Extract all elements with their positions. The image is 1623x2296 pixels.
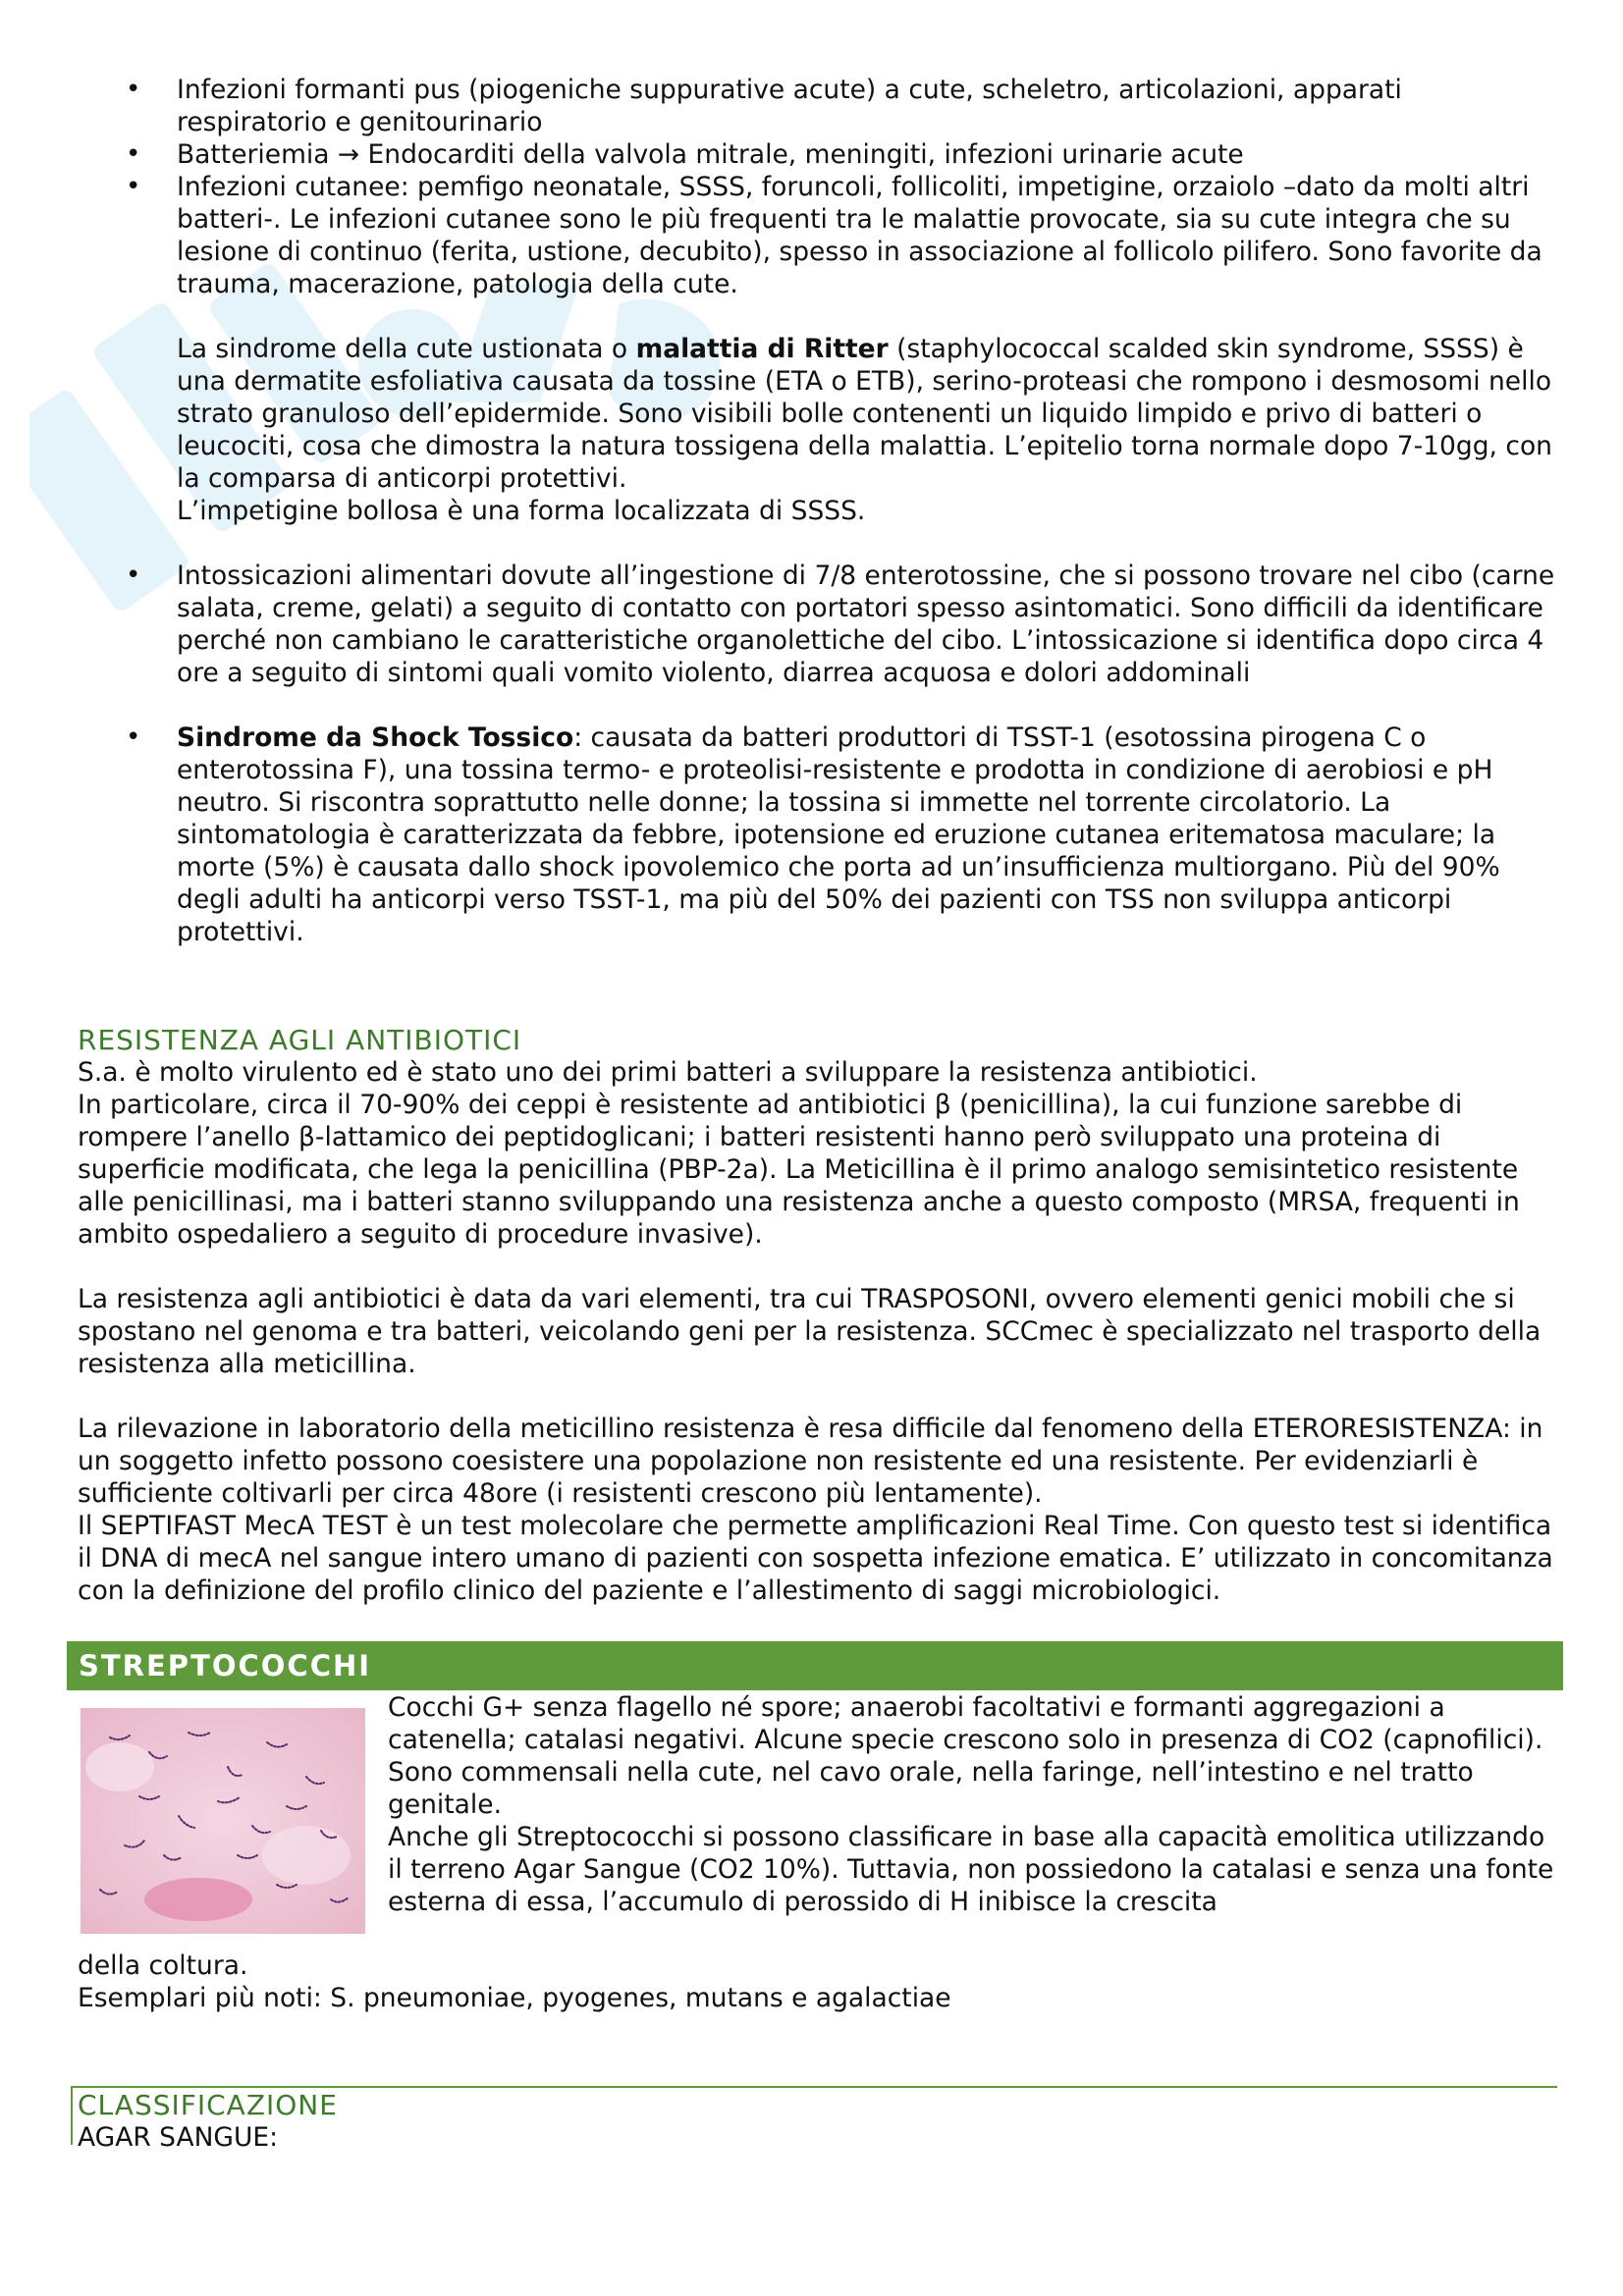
bullet-text xyxy=(177,721,1559,948)
bold-term: Sindrome da Shock Tossico xyxy=(177,722,574,753)
text-run: Intossicazioni alimentari dovute all’ingestione di 7/8 enterotossine, che si possono trovare nel cibo (carne salata, creme, gelati) a seguito di contatto con portatori spesso asintomatici. Sono difficili da identificare perché non cambiano le caratteristiche organolettiche del cibo. L’intossicazione si identifica dopo circa 4 ore a seguito di sintomi quali vomito violento, diarrea acquosa e dolori addominali xyxy=(177,561,1555,688)
text-run: : causata da batteri produttori di TSST-1 (esotossina pirogena C o enterotossina F), una tossina termo- e proteolisi-resistente e prodotta in condizione di aerobiosi e pH neutro. Si riscontra soprattutto nelle donne; la tossina si immette nel torrente circolatorio. La sintomatologia è caratterizzata da febbre, ipotensione ed eruzione cutanea eritematosa maculare; la morte (5%) è causata dallo shock ipovolemico che porta ad un’insufficienza multiorgano. Più del 90% degli adulti ha anticorpi verso TSST-1, ma più del 50% dei pazienti con TSS non sviluppa anticorpi protettivi. xyxy=(177,722,1500,947)
subheading: AGAR SANGUE: xyxy=(78,2122,279,2153)
paragraph: Anche gli Streptococchi si possono classificare in base alla capacità emolitica utilizzando il terreno Agar Sangue (CO2 10%). Tuttavia, non possiedono la catalasi e senza una fonte esterna di essa, l’accumulo di perossido di H inibisce la crescita xyxy=(388,1822,1554,1917)
paragraph: La resistenza agli antibiotici è data da vari elementi, tra cui TRASPOSONI, ovvero elementi genici mobili che si spostano nel genoma e tra batteri, veicolando geni per la resistenza. SCCmec è specializzato nel trasporto della resistenza alla meticillina. xyxy=(78,1284,1542,1379)
section-heading: RESISTENZA AGLI ANTIBIOTICI xyxy=(78,1024,522,1056)
bold-term: malattia di Ritter xyxy=(635,334,889,364)
paragraph: In particolare, circa il 70-90% dei ceppi è resistente ad antibiotici β (penicillina), la cui funzione sarebbe di rompere l’anello β-lattamico dei peptidoglicani; i batteri resistenti hanno però sviluppato una proteina di superficie modificata, che lega la penicillina (PBP-2a). La Meticillina è il primo analogo semisintetico resistente alle penicillinasi, ma i batteri stanno sviluppando una resistenza anche a questo composto (MRSA, frequenti in ambito ospedaliero a seguito di procedure invasive). xyxy=(78,1090,1520,1250)
bullet-text xyxy=(177,560,1559,689)
section-rule xyxy=(71,2086,1557,2088)
text-run: Infezioni formanti pus (piogeniche suppurative acute) a cute, scheletro, articolazioni, apparati respiratorio e genitourinario xyxy=(177,75,1402,137)
streptococchi-tail xyxy=(78,1949,1560,2014)
paragraph: S.a. è molto virulento ed è stato uno dei primi batteri a sviluppare la resistenza antibiotici. xyxy=(78,1057,1258,1088)
text-run: Batteriemia → Endocarditi della valvola mitrale, meningiti, infezioni urinarie acute xyxy=(177,139,1244,170)
paragraph: della coltura. xyxy=(78,1950,248,1981)
bullet-text xyxy=(177,138,1559,171)
text-run: Infezioni cutanee: pemfigo neonatale, SSSS, foruncoli, follicoliti, impetigine, orzaiolo –dato da molti altri batteri-. Le infezioni cutanee sono le più frequenti tra le malattie provocate, sia su cute integra che su lesione di continuo (ferita, ustione, decubito), spesso in associazione al follicolo pilifero. Sono favorite da trauma, macerazione, patologia della cute. xyxy=(177,172,1542,299)
bullet-item xyxy=(126,721,1559,948)
paragraph: Cocchi G+ senza flagello né spore; anaerobi facoltativi e formanti aggregazioni a catenella; catalasi negativi. Alcune specie crescono solo in presenza di CO2 (capnofilici). xyxy=(388,1692,1543,1755)
bullet-text xyxy=(177,333,1559,495)
bullet-text xyxy=(177,495,1559,527)
section-resistenza xyxy=(78,1024,1560,1607)
section-banner-streptococchi: STREPTOCOCCHI xyxy=(67,1641,1563,1690)
section-heading: CLASSIFICAZIONE xyxy=(78,2089,338,2121)
bullet-list xyxy=(126,74,1559,948)
bullet-item xyxy=(126,560,1559,689)
text-run: L’impetigine bollosa è una forma localizzata di SSSS. xyxy=(177,496,866,526)
text-run: La sindrome della cute ustionata o xyxy=(177,334,636,364)
bullet-text xyxy=(177,74,1559,138)
paragraph: Esemplari più noti: S. pneumoniae, pyogenes, mutans e agalactiae xyxy=(78,1983,951,2013)
paragraph: Il SEPTIFAST MecA TEST è un test molecolare che permette amplificazioni Real Time. Con questo test si identifica il DNA di mecA nel sangue intero umano di pazienti con sospetta infezione ematica. E’ utilizzato in concomitanza con la definizione del profilo clinico del paziente e l’allestimento di saggi microbiologici. xyxy=(78,1511,1553,1606)
microscopy-image xyxy=(81,1708,365,1934)
section-classificazione xyxy=(78,2089,1560,2154)
paragraph: La rilevazione in laboratorio della meticillino resistenza è resa difficile dal fenomeno della ETERORESISTENZA: in un soggetto infetto possono coesistere una popolazione non resistente ed una resistente. Per evidenziarli è sufficiente coltivarli per circa 48ore (i resistenti crescono più lentamente). xyxy=(78,1414,1543,1509)
bullet-item xyxy=(126,74,1559,138)
streptococchi-intro xyxy=(388,1691,1561,1918)
bullet-item xyxy=(126,171,1559,527)
bullet-text xyxy=(177,171,1559,300)
text-run: (staphylococcal scalded skin syndrome, SSSS) è una dermatite esfoliativa causata da tossine (ETA o ETB), serino-proteasi che rompono i desmosomi nello strato granuloso dell’epidermide. Sono visibili bolle contenenti un liquido limpido e privo di batteri o leucociti, cosa che dimostra la natura tossigena della malattia. L’epitelio torna normale dopo 7-10gg, con la comparsa di anticorpi protettivi. xyxy=(177,334,1552,494)
section-rule xyxy=(71,2086,73,2145)
paragraph: Sono commensali nella cute, nel cavo orale, nella faringe, nell’intestino e nel tratto genitale. xyxy=(388,1757,1474,1820)
bullet-item xyxy=(126,138,1559,171)
